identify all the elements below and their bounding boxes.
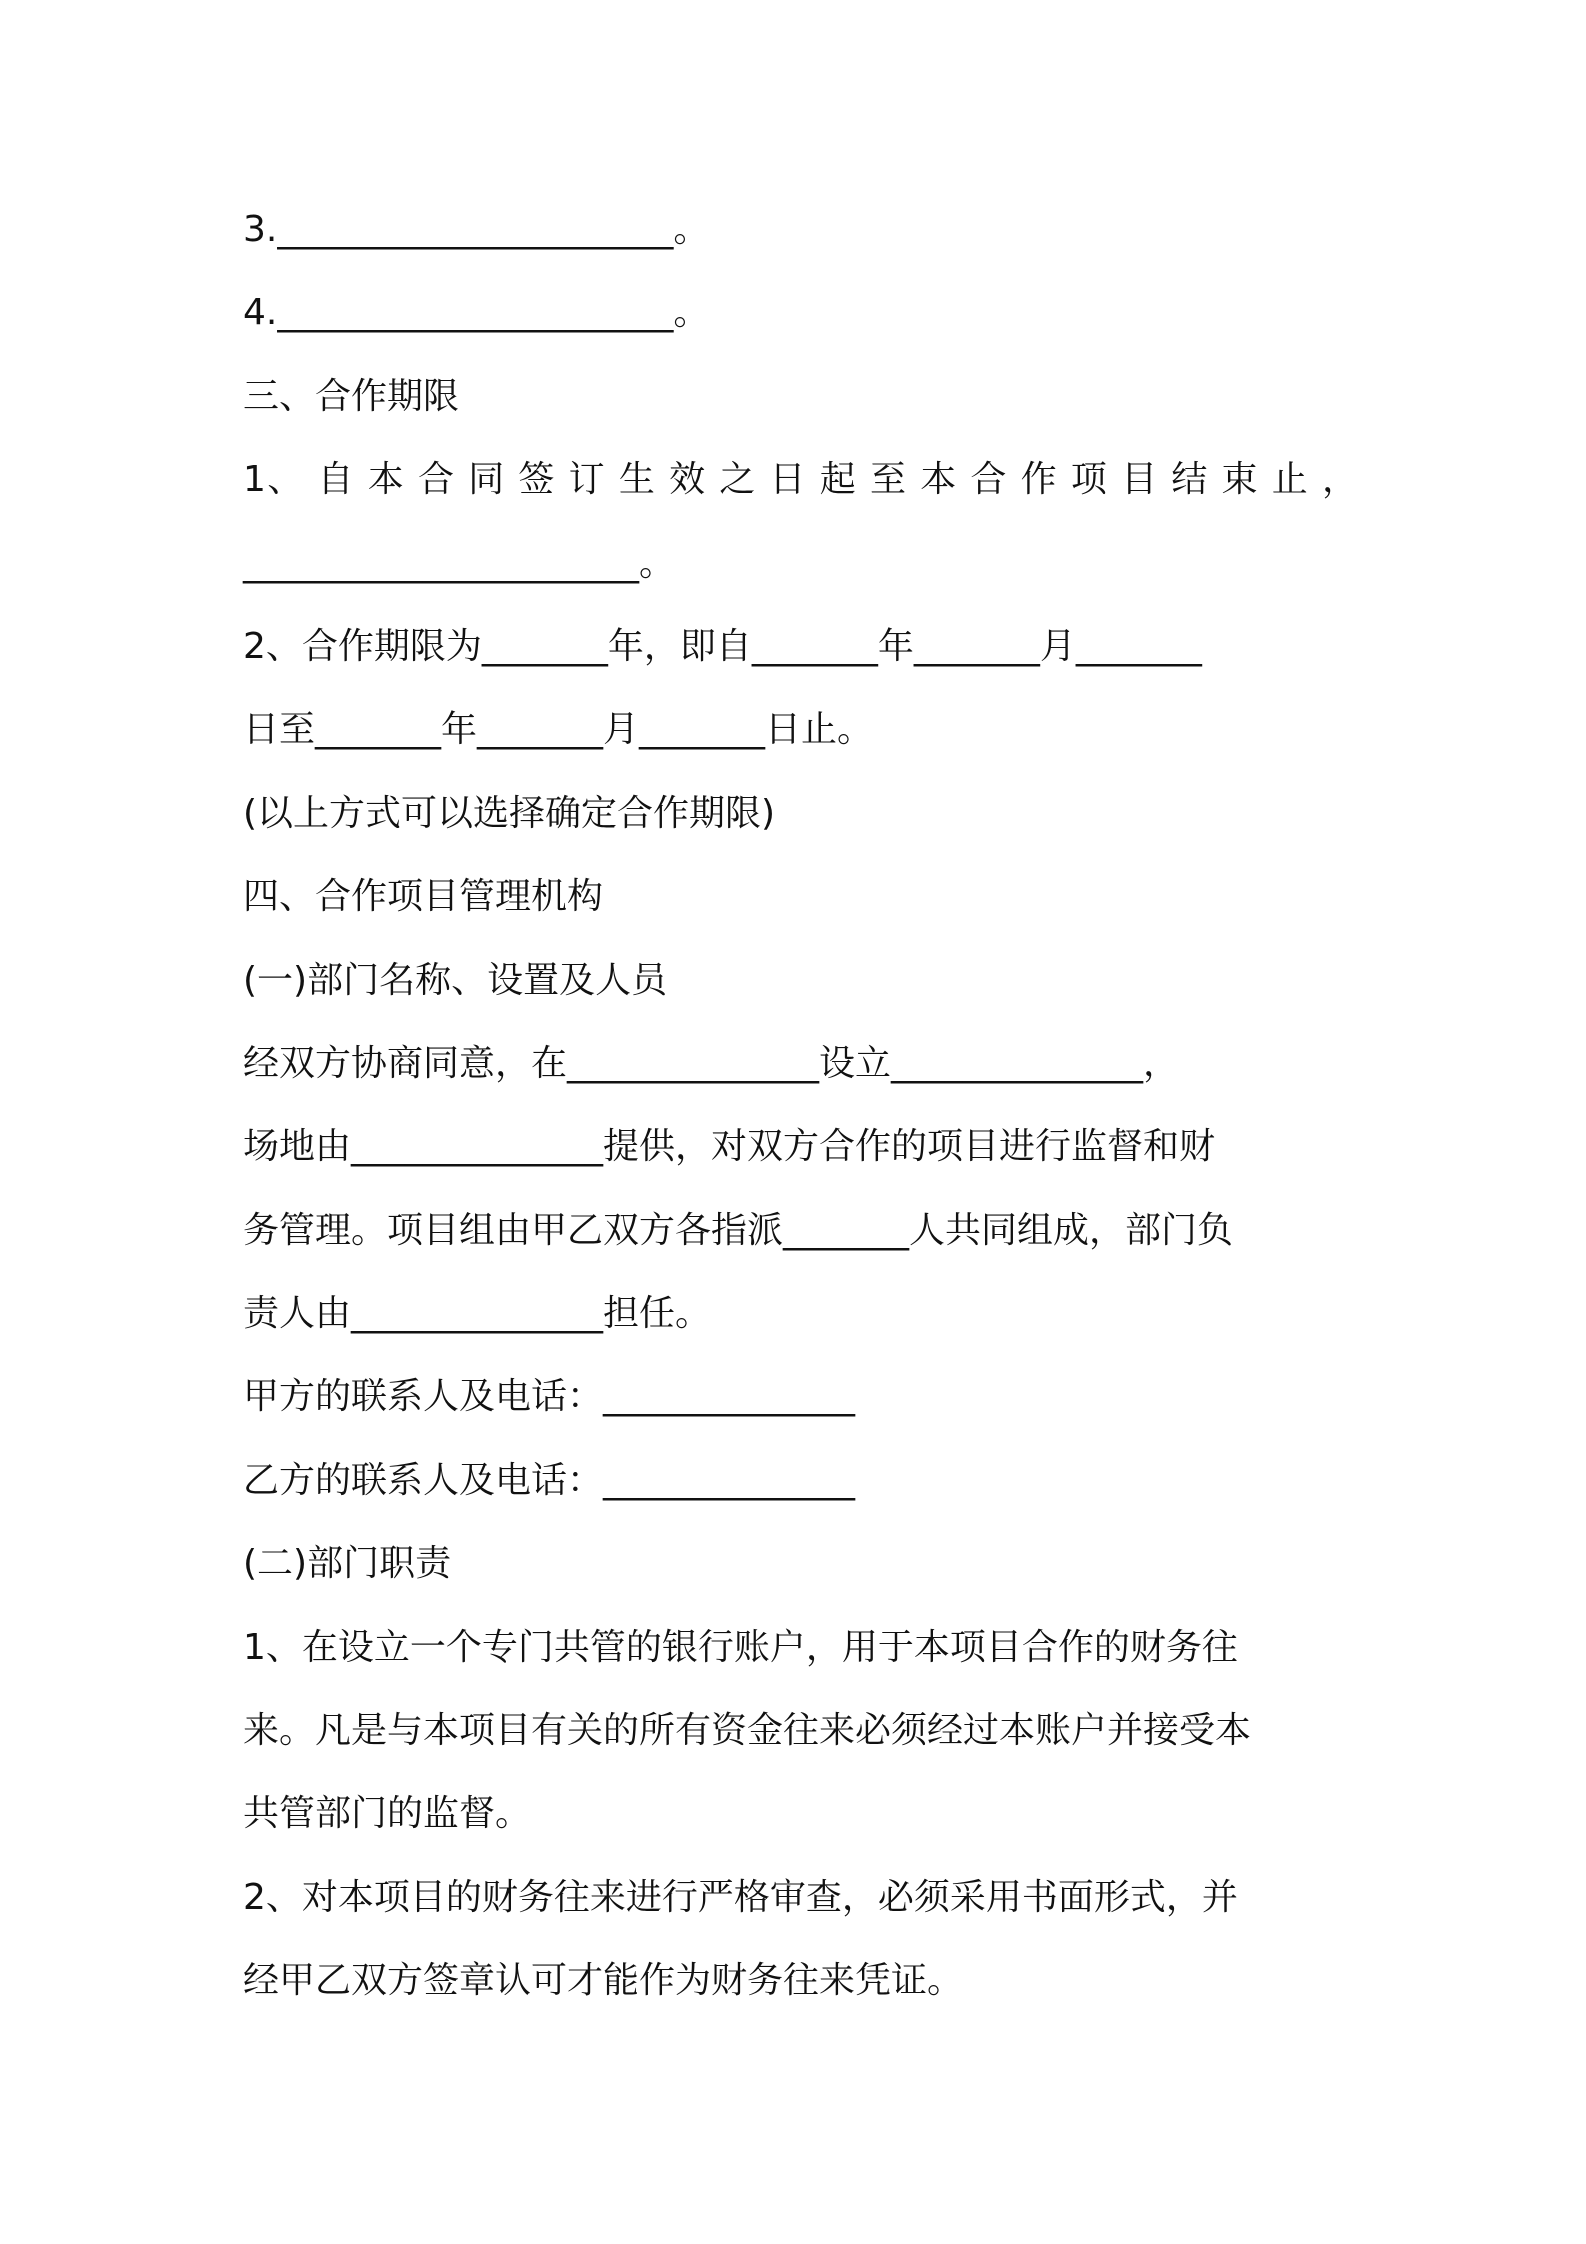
paragraph-setup-line-2: 场地由______________提供，对双方合作的项目进行监督和财 <box>243 1126 1216 1168</box>
clause-4-blank: 4.______________________。 <box>243 292 710 334</box>
paragraph-setup-line-3: 务管理。项目组由甲乙双方各指派_______人共同组成，部门负 <box>243 1209 1234 1251</box>
subheading-department-duties: (二)部门职责 <box>243 1543 452 1585</box>
section-heading-cooperation-term: 三、合作期限 <box>243 375 460 417</box>
duty-1-line-3: 共管部门的监督。 <box>243 1793 532 1835</box>
term-option-2-end-date: 日至_______年_______月_______日止。 <box>243 709 874 751</box>
duty-2-line-1: 2、对本项目的财务往来进行严格审查，必须采用书面形式，并 <box>243 1876 1238 1918</box>
paragraph-setup-line-1: 经双方协商同意，在______________设立______________， <box>243 1042 1180 1084</box>
paragraph-setup-line-4: 责人由______________担任。 <box>243 1293 712 1335</box>
duty-1-line-2: 来。凡是与本项目有关的所有资金往来必须经过本账户并接受本 <box>243 1710 1252 1752</box>
term-option-2: 2、合作期限为_______年，即自_______年_______月_______ <box>243 625 1202 667</box>
party-b-contact: 乙方的联系人及电话：______________ <box>243 1459 856 1501</box>
section-heading-management: 四、合作项目管理机构 <box>243 876 604 918</box>
clause-3-blank: 3.______________________。 <box>243 209 710 250</box>
term-note: (以上方式可以选择确定合作期限) <box>243 792 776 834</box>
duty-1-line-1: 1、在设立一个专门共管的银行账户，用于本项目合作的财务往 <box>243 1626 1238 1668</box>
duty-2-line-2: 经甲乙双方签章认可才能作为财务往来凭证。 <box>243 1960 964 2002</box>
subheading-department-setup: (一)部门名称、设置及人员 <box>243 959 668 1001</box>
term-option-1: 1、 自 本 合 同 签 订 生 效 之 日 起 至 本 合 作 项 目 结 束 止 ， <box>243 459 1358 501</box>
term-option-1-blank: ______________________。 <box>243 542 675 584</box>
party-a-contact: 甲方的联系人及电话：______________ <box>243 1376 856 1418</box>
document-body <box>243 200 1358 2035</box>
